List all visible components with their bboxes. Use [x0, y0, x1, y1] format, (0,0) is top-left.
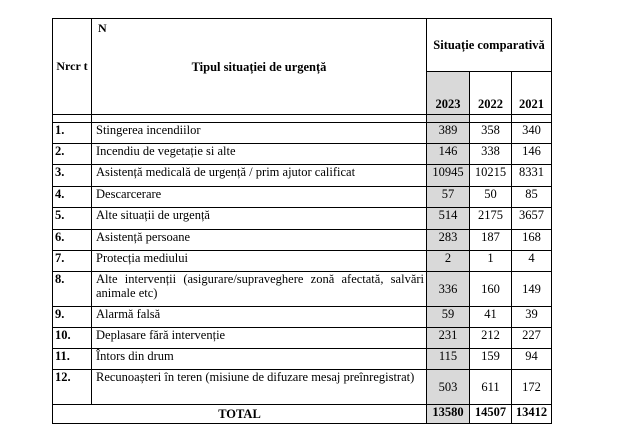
table-row — [53, 370, 552, 405]
total-2023: 13580 — [427, 405, 470, 424]
value-2021: 146 — [512, 144, 552, 165]
value-2023: 389 — [427, 123, 470, 144]
table-row — [53, 123, 552, 144]
value-2022: 338 — [470, 144, 512, 165]
year-header-2023: 2023 — [427, 72, 470, 115]
value-2021: 39 — [512, 307, 552, 328]
value-2021: 172 — [512, 370, 552, 405]
value-2022: 50 — [470, 187, 512, 208]
type-header-label: Tipul situației de urgență — [191, 59, 327, 74]
value-2023: 336 — [427, 272, 470, 307]
value-2021: 168 — [512, 230, 552, 251]
row-description: Deplasare fără intervenție — [92, 328, 427, 349]
row-description: Alarmă falsă — [92, 307, 427, 328]
value-2023: 503 — [427, 370, 470, 405]
value-2023: 59 — [427, 307, 470, 328]
table-row — [53, 208, 552, 230]
value-2021: 3657 — [512, 208, 552, 230]
row-number: 2. — [53, 144, 92, 165]
value-2022: 1 — [470, 251, 512, 272]
n-header-fragment: N — [98, 21, 107, 35]
table-row — [53, 272, 552, 307]
value-2023: 57 — [427, 187, 470, 208]
spacer-cell — [53, 115, 92, 123]
row-number: 4. — [53, 187, 92, 208]
value-2021: 149 — [512, 272, 552, 307]
value-2022: 160 — [470, 272, 512, 307]
value-2023: 146 — [427, 144, 470, 165]
row-number: 11. — [53, 349, 92, 370]
row-number: 5. — [53, 208, 92, 230]
spacer-cell — [470, 115, 512, 123]
row-description: Asistență persoane — [92, 230, 427, 251]
value-2023: 283 — [427, 230, 470, 251]
value-2022: 159 — [470, 349, 512, 370]
row-description: Protecția mediului — [92, 251, 427, 272]
total-2022: 14507 — [470, 405, 512, 424]
value-2023: 10945 — [427, 165, 470, 187]
table-row — [53, 307, 552, 328]
emergency-situations-table — [52, 18, 552, 424]
row-description: Alte situații de urgență — [92, 208, 427, 230]
year-header-2022: 2022 — [470, 72, 512, 115]
value-2023: 231 — [427, 328, 470, 349]
value-2022: 212 — [470, 328, 512, 349]
total-row — [53, 405, 552, 424]
value-2023: 115 — [427, 349, 470, 370]
row-description: Asistență medicală de urgență / prim ajutor calificat — [92, 165, 427, 187]
value-2021: 85 — [512, 187, 552, 208]
spacer-cell — [92, 115, 427, 123]
spacer-cell — [512, 115, 552, 123]
comparison-header: Situație comparativă — [427, 19, 552, 72]
table-row — [53, 251, 552, 272]
value-2021: 4 — [512, 251, 552, 272]
row-description: Incendiu de vegetație si alte — [92, 144, 427, 165]
row-description: Descarcerare — [92, 187, 427, 208]
value-2023: 514 — [427, 208, 470, 230]
value-2023: 2 — [427, 251, 470, 272]
row-description: Recunoașteri în teren (misiune de difuzare mesaj preînregistrat) — [92, 370, 427, 405]
row-number: 6. — [53, 230, 92, 251]
value-2021: 8331 — [512, 165, 552, 187]
value-2022: 187 — [470, 230, 512, 251]
spacer-cell — [427, 115, 470, 123]
value-2021: 227 — [512, 328, 552, 349]
value-2021: 340 — [512, 123, 552, 144]
row-number: 3. — [53, 165, 92, 187]
row-number: 10. — [53, 328, 92, 349]
row-description: Întors din drum — [92, 349, 427, 370]
table-row — [53, 165, 552, 187]
type-header — [92, 19, 427, 115]
value-2021: 94 — [512, 349, 552, 370]
value-2022: 358 — [470, 123, 512, 144]
year-header-2021: 2021 — [512, 72, 552, 115]
row-number: 9. — [53, 307, 92, 328]
row-number: 12. — [53, 370, 92, 405]
row-description: Stingerea incendiilor — [92, 123, 427, 144]
total-2021: 13412 — [512, 405, 552, 424]
table-row — [53, 144, 552, 165]
row-description: Alte intervenții (asigurare/supraveghere zonă afectată, salvări animale etc) — [92, 272, 427, 307]
value-2022: 10215 — [470, 165, 512, 187]
total-label: TOTAL — [53, 405, 427, 424]
table-row — [53, 187, 552, 208]
table-row — [53, 230, 552, 251]
value-2022: 2175 — [470, 208, 512, 230]
value-2022: 611 — [470, 370, 512, 405]
row-number: 8. — [53, 272, 92, 307]
row-number: 1. — [53, 123, 92, 144]
row-number: 7. — [53, 251, 92, 272]
table-row — [53, 349, 552, 370]
table-row — [53, 328, 552, 349]
nr-header: Nrcr t — [53, 19, 92, 115]
value-2022: 41 — [470, 307, 512, 328]
